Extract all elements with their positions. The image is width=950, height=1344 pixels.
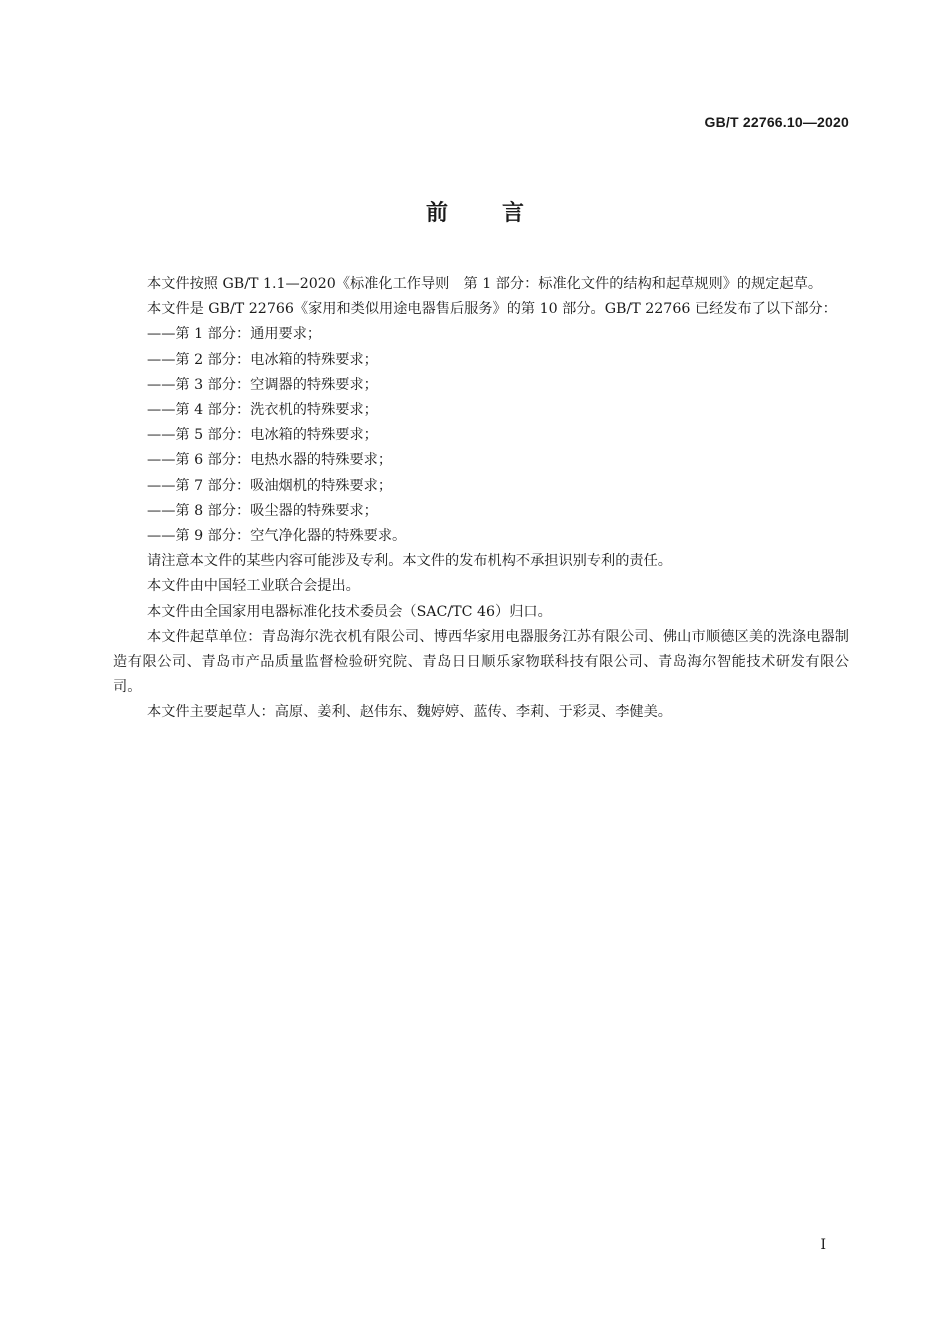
paragraph-patent-notice: 请注意本文件的某些内容可能涉及专利。本文件的发布机构不承担识别专利的责任。: [147, 553, 672, 570]
list-item-part-5: ——第 5 部分：电冰箱的特殊要求；: [147, 427, 378, 444]
list-item-part-8: ——第 8 部分：吸尘器的特殊要求；: [147, 502, 378, 519]
list-item-part-3: ——第 3 部分：空调器的特殊要求；: [147, 376, 378, 393]
page-title: 前言: [425, 201, 578, 226]
paragraph-administered-by: 本文件由全国家用电器标准化技术委员会（SAC/TC 46）归口。: [147, 603, 552, 620]
paragraph-main-drafters: 本文件主要起草人：高原、姜利、赵伟东、魏婷婷、蓝传、李莉、于彩灵、李健美。: [147, 704, 672, 721]
paragraph-series-intro: 本文件是 GB/T 22766《家用和类似用途电器售后服务》的第 10 部分。GB/T 22766 已经发布了以下部分：: [147, 301, 837, 318]
list-item-part-2: ——第 2 部分：电冰箱的特殊要求；: [147, 351, 378, 368]
list-item-part-7: ——第 7 部分：吸油烟机的特殊要求；: [147, 477, 393, 494]
list-item-part-9: ——第 9 部分：空气净化器的特殊要求。: [147, 528, 407, 545]
list-item-part-1: ——第 1 部分：通用要求；: [147, 326, 322, 343]
paragraph-drafting-units: 本文件起草单位：青岛海尔洗衣机有限公司、博西华家用电器服务江苏有限公司、佛山市顺德区美的洗涤电器制造有限公司、青岛市产品质量监督检验研究院、青岛日日顺乐家物联科技有限公司、青岛海尔智能技术研发有限公司。: [113, 628, 849, 696]
list-item-part-6: ——第 6 部分：电热水器的特殊要求；: [147, 452, 393, 469]
paragraph-proposed-by: 本文件由中国轻工业联合会提出。: [147, 578, 360, 595]
list-item-part-4: ——第 4 部分：洗衣机的特殊要求；: [147, 402, 378, 419]
document-body: [113, 272, 849, 726]
standard-code: GB/T 22766.10—2020: [704, 114, 849, 130]
paragraph-drafting-rules: 本文件按照 GB/T 1.1—2020《标准化工作导则 第 1 部分：标准化文件的结构和起草规则》的规定起草。: [147, 276, 823, 292]
page-number: I: [820, 1237, 826, 1253]
